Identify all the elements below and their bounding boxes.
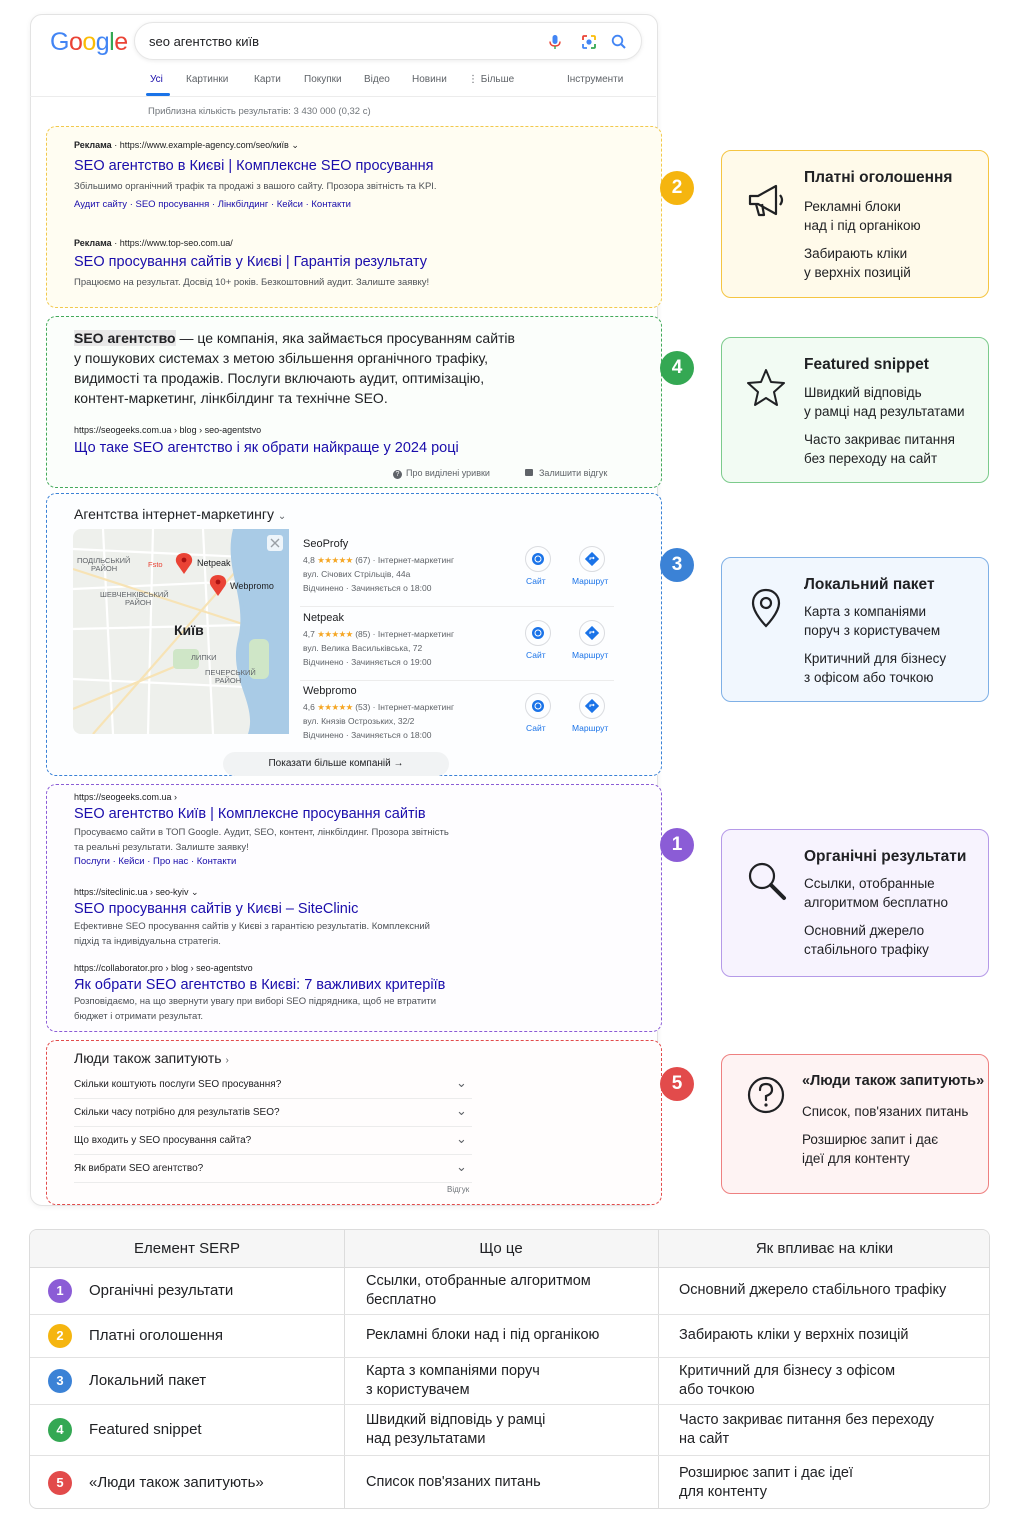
search-query[interactable]: seo агентство київ (149, 34, 259, 49)
map-district-label: ПЕЧЕРСЬКИЙ (205, 668, 256, 677)
tab-all[interactable]: Усі (150, 74, 163, 85)
map-district-label: ПОДІЛЬСЬКИЙ (77, 556, 131, 565)
row-number-badge: 2 (48, 1324, 72, 1348)
row-divider (30, 1404, 990, 1405)
card-local-pack (721, 557, 989, 702)
paa-question-text[interactable]: Скільки коштують послуги SEO просування? (74, 1079, 282, 1090)
row-what: Рекламні блоки над і під органікою (366, 1326, 600, 1343)
row-impact: Основний джерело стабільного трафіку (679, 1282, 947, 1298)
search-icon[interactable] (609, 32, 629, 52)
row-number-badge: 1 (48, 1279, 72, 1303)
section-number-badge: 5 (660, 1067, 694, 1101)
logo-letter: o (68, 28, 83, 56)
place-name[interactable]: SeoProfy (303, 538, 349, 550)
row-what: Карта з компаніями поруч з користувачем (366, 1362, 540, 1398)
organic-1-desc: Просуваємо сайти в ТОП Google. Аудит, SEO, контент, лінкбілдинг. Прозора звітність та реальні результати. Залиште заявку! (74, 827, 449, 853)
section-number-badge: 3 (660, 548, 694, 582)
row-what: Ссылки, отобранные алгоритмом бесплатно (366, 1273, 591, 1308)
logo-letter: G (50, 28, 69, 56)
row-number-badge: 3 (48, 1369, 72, 1393)
map-pin-icon (744, 586, 788, 630)
ad-1-header (74, 140, 299, 151)
nav-divider (30, 96, 656, 97)
organic-3-title[interactable]: Як обрати SEO агентство в Києві: 7 важливих критеріїв (74, 977, 446, 993)
logo-letter: o (82, 28, 96, 56)
snippet-line: контент-маркетинг, лінкбілдинг та технічне SEO. (74, 390, 388, 406)
place-name[interactable]: Webpromo (303, 685, 357, 697)
card-title: «Люди також запитують» (802, 1073, 985, 1089)
card-line: стабільного трафіку (804, 942, 929, 957)
help-icon: ? (393, 470, 402, 479)
section-number-badge: 4 (660, 351, 694, 385)
organic-1-sitelinks[interactable]: Послуги · Кейси · Про нас · Контакти (74, 856, 237, 867)
map-district-label: ЛИПКИ (191, 653, 217, 662)
rating-stars: ★★★★★ (317, 555, 353, 565)
chevron-down-icon: ⌄ (277, 511, 287, 522)
chevron-right-icon: › (225, 1055, 229, 1066)
paa-divider (74, 1126, 472, 1127)
column-divider (344, 1230, 345, 1509)
card-line: ідеї для контенту (802, 1151, 910, 1166)
section-number-badge: 1 (660, 828, 694, 862)
map-pin-label: Webpromo (230, 581, 274, 591)
serp-elements-table (29, 1229, 990, 1509)
place-address: вул. Князів Острозьких, 32/2 (303, 716, 415, 726)
place-directions-button[interactable] (579, 620, 605, 646)
place-directions-label[interactable]: Маршрут (572, 576, 609, 586)
ad-url[interactable]: · https://www.example-agency.com/seo/київ ⌄ (114, 140, 299, 150)
question-icon (744, 1073, 788, 1117)
globe-icon (531, 699, 545, 713)
snippet-highlight: SEO агентство (74, 330, 176, 346)
search-box[interactable] (134, 22, 642, 60)
place-hours: Відчинено · Зачиняється о 18:00 (303, 583, 432, 593)
place-divider (300, 680, 614, 681)
organic-3-url[interactable]: https://collaborator.pro › blog › seo-agentstvo (74, 963, 253, 973)
snippet-line: видимості та продажів. Послуги включають аудит, оптимізацію, (74, 370, 485, 386)
ad-1-sitelinks[interactable]: Аудит сайту · SEO просування · Лінкбілдинг · Кейси · Контакти (74, 199, 351, 210)
result-stats: Приблизна кількість результатів: 3 430 000 (0,32 с) (148, 106, 371, 117)
tab-more[interactable]: ⋮ Більше (468, 74, 515, 85)
tab-videos[interactable]: Відео (364, 74, 390, 85)
row-number-badge: 5 (48, 1471, 72, 1495)
row-impact: Часто закриває питання без переходу на сайт (679, 1411, 935, 1447)
map-expand-icon[interactable] (267, 535, 283, 551)
search-tabs (148, 74, 648, 94)
rating-stars: ★★★★★ (317, 629, 353, 639)
directions-icon (585, 626, 599, 640)
card-organic (721, 829, 989, 977)
row-what: Список пов'язаних питань (366, 1473, 541, 1490)
place-website-button[interactable] (525, 546, 551, 572)
logo-letter: g (95, 28, 110, 56)
ad-1-desc: Збільшимо органічний трафік та продажі з вашого сайту. Прозора звітність та KPI. (74, 181, 437, 192)
rating-stars: ★★★★★ (317, 702, 353, 712)
place-hours: Відчинено · Зачиняється о 18:00 (303, 730, 432, 740)
place-directions-label[interactable]: Маршрут (572, 723, 609, 733)
globe-icon (531, 552, 545, 566)
place-website-label[interactable]: Сайт (526, 650, 546, 660)
card-people-also-ask (721, 1054, 989, 1194)
paa-question-text[interactable]: Скільки часу потрібно для результатів SEO? (74, 1107, 280, 1118)
chevron-down-icon[interactable]: ⌄ (456, 1075, 467, 1090)
organic-2-desc: Ефективне SEO просування сайтів у Києві з гарантією результатів. Комплексний підхід та індивідуальна стратегія. (74, 921, 430, 947)
tab-news[interactable]: Новини (412, 74, 447, 85)
card-line: поруч з користувачем (804, 623, 941, 638)
chevron-down-icon[interactable]: ⌄ (456, 1131, 467, 1146)
card-line: Розширює запит і дає (802, 1132, 939, 1147)
row-divider (30, 1455, 990, 1456)
paa-feedback-link[interactable]: Відгук (447, 1185, 470, 1194)
feedback-icon (525, 469, 533, 476)
card-line: Карта з компаніями (804, 604, 927, 619)
organic-1-url[interactable]: https://seogeeks.com.ua › (74, 792, 178, 802)
row-impact: Забирають кліки у верхніх позицій (679, 1326, 909, 1343)
card-line: над і під органікою (804, 218, 921, 233)
snippet-line: у пошукових системах з метою збільшення органічного трафіку, (74, 350, 489, 366)
card-paid-ads (721, 150, 989, 298)
place-website-button[interactable] (525, 620, 551, 646)
snippet-feedback-link[interactable]: Залишити відгук (525, 468, 607, 478)
map-district-label: ШЕВЧЕНКІВСЬКИЙ (100, 590, 169, 599)
row-impact: Розширює запит і дає ідеї для контенту (679, 1464, 853, 1500)
card-line: Швидкий відповідь (804, 385, 922, 400)
row-divider (30, 1357, 990, 1358)
place-hours: Відчинено · Зачиняється о 19:00 (303, 657, 432, 667)
row-impact: Критичний для бізнесу з офісом або точкою (679, 1362, 896, 1398)
table-header-impact: Як впливає на кліки (658, 1230, 990, 1268)
microphone-icon[interactable] (545, 32, 565, 52)
card-line: Основний джерело (804, 923, 925, 938)
snippet-url[interactable]: https://seogeeks.com.ua › blog › seo-agentstvo (74, 425, 262, 435)
place-divider (300, 606, 614, 607)
paa-divider (74, 1182, 472, 1183)
logo-letter: l (109, 28, 115, 56)
place-rating-line: 4,7 ★★★★★ (85) · Інтернет-маркетинг (303, 629, 455, 639)
paa-question-text[interactable]: Що входить у SEO просування сайта? (74, 1135, 252, 1146)
logo-letter: e (114, 28, 128, 56)
organic-1-title[interactable]: SEO агентство Київ | Комплексне просування сайтів (74, 806, 426, 822)
directions-icon (585, 552, 599, 566)
map-district-label: РАЙОН (125, 598, 152, 607)
card-title: Featured snippet (804, 356, 929, 373)
tab-shopping[interactable]: Покупки (304, 74, 342, 85)
table-header-element: Елемент SERP (30, 1230, 344, 1268)
megaphone-icon (744, 179, 788, 223)
paa-heading: Люди також запитують › (74, 1050, 229, 1066)
ad-label: Реклама (74, 238, 112, 248)
section-number-badge: 2 (660, 171, 694, 205)
tab-maps[interactable]: Карти (254, 74, 281, 85)
place-name[interactable]: Netpeak (303, 612, 344, 624)
card-line: алгоритмом бесплатно (804, 895, 948, 910)
card-line: Забирають кліки (804, 246, 908, 261)
place-directions-button[interactable] (579, 546, 605, 572)
row-element-name: «Люди також запитують» (89, 1473, 264, 1491)
place-directions-label[interactable]: Маршрут (572, 650, 609, 660)
row-element-name: Платні оголошення (89, 1326, 224, 1344)
table-header-what: Що це (344, 1230, 658, 1268)
globe-icon (531, 626, 545, 640)
row-element-name: Featured snippet (89, 1420, 202, 1438)
card-line: Ссылки, отобранные (804, 876, 935, 891)
tools-button[interactable]: Інструменти (567, 74, 624, 85)
row-number-badge: 4 (48, 1418, 72, 1442)
snippet-text (74, 328, 515, 408)
star-icon (744, 366, 788, 410)
card-line: у рамці над результатами (804, 404, 965, 419)
chevron-down-icon[interactable]: ⌄ (456, 1103, 467, 1118)
ad-1-title[interactable]: SEO агентство в Києві | Комплексне SEO просування (74, 158, 434, 174)
organic-3-desc: Розповідаємо, на що звернути увагу при виборі SEO підрядника, щоб не втратити бюджет і отримати результат. (74, 996, 437, 1022)
about-snippets-link[interactable]: ? Про виділені уривки (393, 468, 490, 479)
ad-2-header (74, 238, 233, 248)
card-title: Локальний пакет (804, 576, 935, 593)
card-line: без переходу на сайт (804, 451, 938, 466)
snippet-line: — це компанія, яка займається просуванням сайтів (175, 330, 515, 346)
more-companies-button[interactable]: Показати більше компаній → (223, 752, 449, 776)
card-line: у верхніх позицій (804, 265, 911, 280)
row-what: Швидкий відповідь у рамці над результатами (366, 1411, 546, 1447)
row-element-name: Локальний пакет (89, 1371, 207, 1389)
map-city-label: Київ (174, 622, 204, 638)
ad-label: Реклама (74, 140, 112, 150)
map-district-label: РАЙОН (91, 564, 118, 573)
lens-icon[interactable] (579, 32, 599, 52)
directions-icon (585, 699, 599, 713)
card-line: з офісом або точкою (804, 670, 934, 685)
organic-2-title[interactable]: SEO просування сайтів у Києві – SiteClinic (74, 901, 359, 917)
map-district-label: РАЙОН (215, 676, 242, 685)
local-pack-heading[interactable]: Агентства інтернет-маркетингу ⌄ (74, 506, 287, 522)
card-title: Платні оголошення (804, 169, 953, 186)
google-logo[interactable] (50, 28, 128, 57)
place-website-label[interactable]: Сайт (526, 576, 546, 586)
place-website-label[interactable]: Сайт (526, 723, 546, 733)
organic-2-url[interactable]: https://siteclinic.ua › seo-kyiv ⌄ (74, 887, 199, 897)
magnifier-icon (744, 858, 788, 902)
card-line: Список, пов'язаних питань (802, 1104, 969, 1119)
tab-images[interactable]: Картинки (186, 74, 229, 85)
paa-divider (74, 1098, 472, 1099)
card-line: Часто закриває питання (804, 432, 955, 447)
local-map[interactable] (73, 529, 289, 734)
ad-2-desc: Працюємо на результат. Досвід 10+ років. Безкоштовний аудит. Залиште заявку! (74, 277, 430, 288)
place-rating-line: 4,6 ★★★★★ (53) · Інтернет-маркетинг (303, 702, 455, 712)
column-divider (658, 1230, 659, 1509)
card-featured-snippet (721, 337, 989, 483)
row-element-name: Органічні результати (89, 1282, 234, 1299)
place-address: вул. Велика Васильківська, 72 (303, 643, 423, 653)
place-website-button[interactable] (525, 693, 551, 719)
ad-url[interactable]: · https://www.top-seo.com.ua/ (114, 238, 233, 248)
place-rating-line: 4,8 ★★★★★ (67) · Інтернет-маркетинг (303, 555, 455, 565)
card-line: Рекламні блоки (804, 199, 901, 214)
map-pin-label: Fsto (148, 560, 163, 569)
place-directions-button[interactable] (579, 693, 605, 719)
card-title: Органічні результати (804, 848, 967, 865)
paa-divider (74, 1154, 472, 1155)
row-divider (30, 1314, 990, 1315)
paa-question-text[interactable]: Як вибрати SEO агентство? (74, 1163, 204, 1174)
arrow-right-icon: → (393, 758, 404, 769)
snippet-title[interactable]: Що таке SEO агентство і як обрати найкраще у 2024 році (74, 440, 459, 456)
card-line: Критичний для бізнесу (804, 651, 947, 666)
place-address: вул. Січових Стрільців, 44а (303, 569, 411, 579)
map-pin-label: Netpeak (197, 558, 231, 568)
chevron-down-icon[interactable]: ⌄ (456, 1159, 467, 1174)
ad-2-title[interactable]: SEO просування сайтів у Києві | Гарантія результату (74, 254, 427, 270)
